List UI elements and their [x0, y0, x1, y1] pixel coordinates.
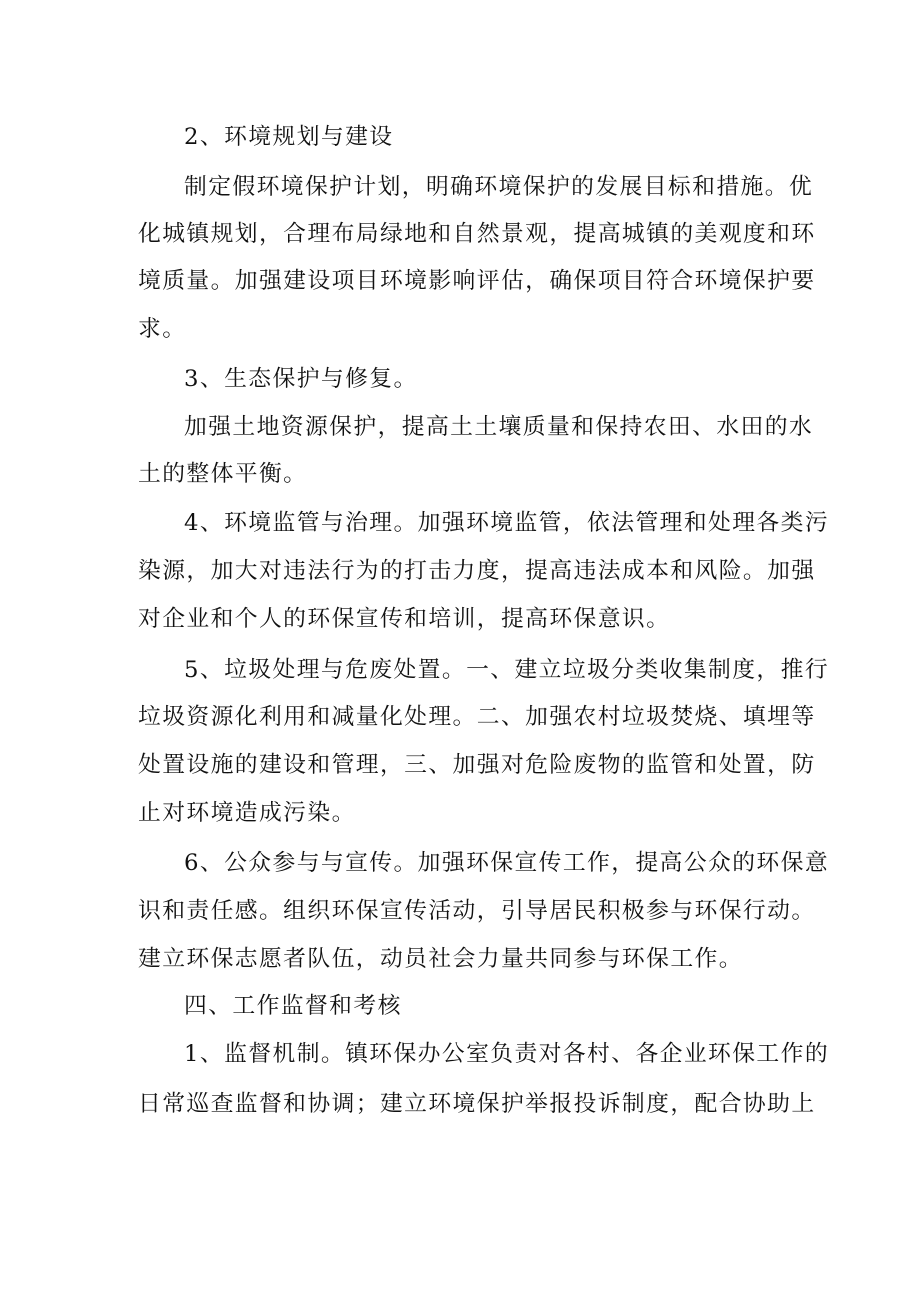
section-heading-supervision: 四、工作监督和考核 — [184, 993, 402, 1019]
section-heading-planning: 2、环境规划与建设 — [184, 124, 394, 150]
paragraph-line: 识和责任感。组织环保宣传活动，引导居民积极参与环保行动。 — [138, 898, 816, 924]
paragraph-line: 土的整体平衡。 — [138, 461, 308, 487]
paragraph-line: 对企业和个人的环保宣传和培训，提高环保意识。 — [138, 606, 671, 632]
paragraph-line: 染源，加大对违法行为的打击力度，提高违法成本和风险。加强 — [138, 558, 816, 584]
paragraph-line: 6、公众参与与宣传。加强环保宣传工作，提高公众的环保意 — [184, 850, 830, 876]
section-heading-ecology: 3、生态保护与修复。 — [184, 366, 418, 392]
paragraph-line: 建立环保志愿者队伍，动员社会力量共同参与环保工作。 — [138, 946, 743, 972]
paragraph-line: 化城镇规划，合理布局绿地和自然景观，提高城镇的美观度和环 — [138, 221, 816, 247]
paragraph-line: 5、垃圾处理与危废处置。一、建立垃圾分类收集制度，推行 — [184, 657, 830, 683]
paragraph-line: 4、环境监管与治理。加强环境监管，依法管理和处理各类污 — [184, 510, 830, 536]
paragraph-line: 境质量。加强建设项目环境影响评估，确保项目符合环境保护要 — [138, 268, 816, 294]
paragraph-line: 1、监督机制。镇环保办公室负责对各村、各企业环保工作的 — [184, 1041, 830, 1067]
paragraph-line: 加强土地资源保护，提高土土壤质量和保持农田、水田的水 — [184, 414, 814, 440]
paragraph-line: 处置设施的建设和管理，三、加强对危险废物的监管和处置，防 — [138, 752, 816, 778]
paragraph-line: 求。 — [138, 316, 187, 342]
paragraph-line: 止对环境造成污染。 — [138, 800, 356, 826]
paragraph-line: 日常巡查监督和协调；建立环境保护举报投诉制度，配合协助上 — [138, 1091, 816, 1117]
paragraph-line: 垃圾资源化利用和减量化处理。二、加强农村垃圾焚烧、填埋等 — [138, 704, 816, 730]
paragraph-line: 制定假环境保护计划，明确环境保护的发展目标和措施。优 — [184, 174, 814, 200]
